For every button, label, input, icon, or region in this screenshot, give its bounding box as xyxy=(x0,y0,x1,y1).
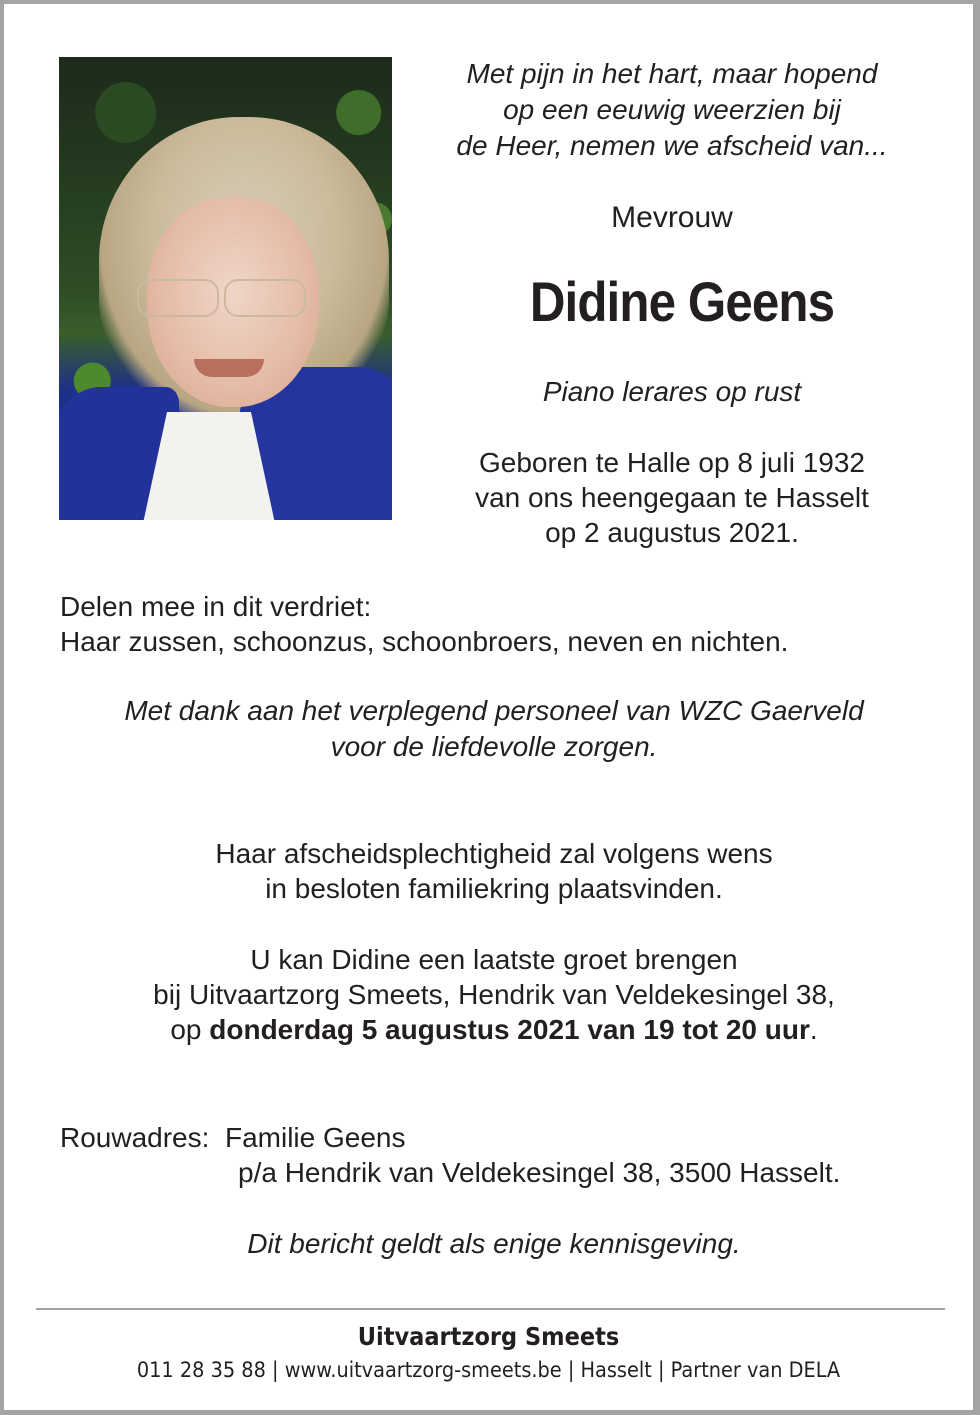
address-street: p/a Hendrik van Veldekesingel 38, 3500 Hasselt. xyxy=(238,1157,841,1188)
footer-separator: | xyxy=(561,1358,581,1382)
portrait-photo xyxy=(59,57,392,520)
thanks-section xyxy=(44,693,944,765)
funeral-home-contact xyxy=(43,1355,934,1385)
footer-website-link[interactable]: www.uitvaartzorg-smeets.be xyxy=(284,1358,562,1382)
intro-line: de Heer, nemen we afscheid van... xyxy=(456,130,888,161)
mourners-section xyxy=(60,589,960,659)
intro-line: op een eeuwig weerzien bij xyxy=(503,94,841,125)
footer-partner: Partner van DELA xyxy=(670,1358,841,1382)
photo-smile xyxy=(194,359,264,377)
address-line-1 xyxy=(60,1120,960,1155)
photo-glasses-left xyxy=(137,279,219,317)
ceremony-line: in besloten familiekring plaatsvinden. xyxy=(265,873,723,904)
thanks-line: Met dank aan het verplegend personeel van WZC Gaerveld xyxy=(124,695,864,726)
thanks-line: voor de liefdevolle zorgen. xyxy=(330,731,658,762)
mourners-heading: Delen mee in dit verdriet: xyxy=(60,591,372,622)
mourners-list: Haar zussen, schoonzus, schoonbroers, neven en nichten. xyxy=(60,626,789,657)
ceremony-section xyxy=(44,836,944,906)
footer-separator: | xyxy=(651,1358,671,1382)
intro-line: Met pijn in het hart, maar hopend xyxy=(466,58,878,89)
profession: Piano lerares op rust xyxy=(542,376,802,407)
death-notice-page xyxy=(4,4,973,1410)
footer-phone[interactable]: 011 28 35 88 xyxy=(136,1358,266,1382)
life-dates xyxy=(422,445,922,550)
deceased-name: Didine Geens xyxy=(529,270,835,333)
footer-city: Hasselt xyxy=(580,1358,652,1382)
notice-text: Dit bericht geldt als enige kennisgeving. xyxy=(247,1228,741,1259)
visit-datetime: donderdag 5 augustus 2021 van 19 tot 20 uur xyxy=(209,1014,810,1045)
visit-line-2: bij Uitvaartzorg Smeets, Hendrik van Veldekesingel 38, xyxy=(153,979,835,1010)
death-line: van ons heengegaan te Hasselt xyxy=(475,482,869,513)
ceremony-line: Haar afscheidsplechtigheid zal volgens wens xyxy=(215,838,773,869)
visit-line-1: U kan Didine een laatste groet brengen xyxy=(250,944,738,975)
address-family: Familie Geens xyxy=(224,1122,406,1153)
visitation-section xyxy=(44,942,944,1047)
visit-line-3 xyxy=(44,1012,944,1047)
funeral-home-name: Uitvaartzorg Smeets xyxy=(357,1322,620,1351)
address-label: Rouwadres: xyxy=(60,1122,210,1153)
photo-glasses-right xyxy=(224,279,306,317)
intro-verse xyxy=(422,56,922,164)
footer-divider xyxy=(36,1308,945,1310)
death-date-line: op 2 augustus 2021. xyxy=(545,517,799,548)
birth-line: Geboren te Halle op 8 juli 1932 xyxy=(478,447,866,478)
mourning-address xyxy=(60,1120,960,1190)
visit-prefix: op xyxy=(170,1014,210,1045)
honorific: Mevrouw xyxy=(611,201,733,234)
visit-suffix: . xyxy=(809,1014,818,1045)
footer-separator: | xyxy=(265,1358,285,1382)
